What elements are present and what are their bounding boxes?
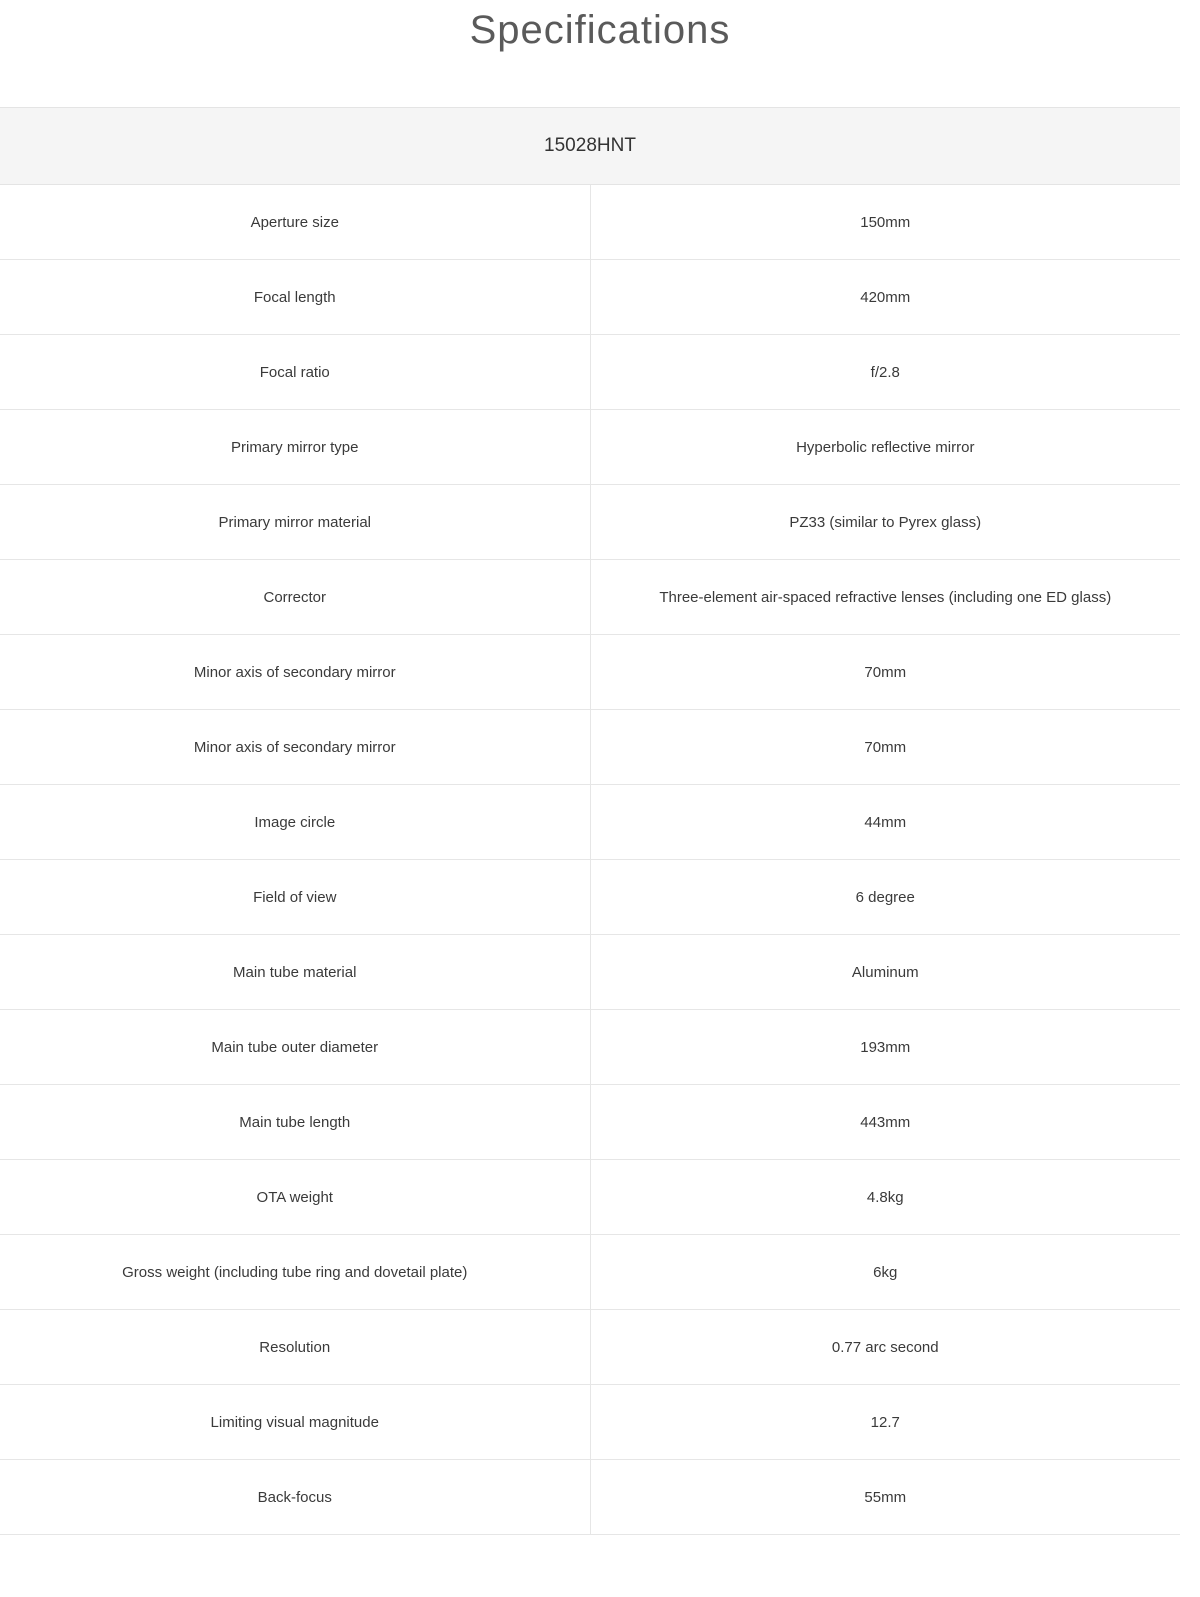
spec-value: 70mm xyxy=(590,635,1180,710)
spec-label: Primary mirror material xyxy=(0,485,590,560)
spec-value: 55mm xyxy=(590,1460,1180,1535)
table-row xyxy=(0,1235,1180,1310)
spec-label: Primary mirror type xyxy=(0,410,590,485)
table-row xyxy=(0,185,1180,260)
spec-value: 4.8kg xyxy=(590,1160,1180,1235)
spec-label: Focal length xyxy=(0,260,590,335)
table-header-row xyxy=(0,108,1180,185)
spec-label: Main tube outer diameter xyxy=(0,1010,590,1085)
spec-label: Aperture size xyxy=(0,185,590,260)
spec-value: 443mm xyxy=(590,1085,1180,1160)
spec-value: 150mm xyxy=(590,185,1180,260)
spec-value: 193mm xyxy=(590,1010,1180,1085)
table-row xyxy=(0,785,1180,860)
spec-value: PZ33 (similar to Pyrex glass) xyxy=(590,485,1180,560)
spec-value: 420mm xyxy=(590,260,1180,335)
table-row xyxy=(0,935,1180,1010)
specifications-table xyxy=(0,107,1180,1535)
spec-label: Minor axis of secondary mirror xyxy=(0,710,590,785)
spec-label: Resolution xyxy=(0,1310,590,1385)
page-title: Specifications xyxy=(469,8,731,52)
spec-label: Back-focus xyxy=(0,1460,590,1535)
table-row xyxy=(0,1085,1180,1160)
spec-label: Minor axis of secondary mirror xyxy=(0,635,590,710)
spec-value: 6 degree xyxy=(590,860,1180,935)
spec-label: Main tube material xyxy=(0,935,590,1010)
spec-label: Field of view xyxy=(0,860,590,935)
spec-value: Hyperbolic reflective mirror xyxy=(590,410,1180,485)
spec-value: 70mm xyxy=(590,710,1180,785)
table-row xyxy=(0,485,1180,560)
table-row xyxy=(0,710,1180,785)
table-row xyxy=(0,410,1180,485)
spec-value: Aluminum xyxy=(590,935,1180,1010)
table-row xyxy=(0,860,1180,935)
spec-value: 0.77 arc second xyxy=(590,1310,1180,1385)
spec-label: Main tube length xyxy=(0,1085,590,1160)
spec-label: Focal ratio xyxy=(0,335,590,410)
table-row xyxy=(0,1310,1180,1385)
table-row xyxy=(0,335,1180,410)
table-row xyxy=(0,635,1180,710)
table-row xyxy=(0,260,1180,335)
table-row xyxy=(0,1160,1180,1235)
spec-label: Image circle xyxy=(0,785,590,860)
spec-value: 6kg xyxy=(590,1235,1180,1310)
table-row xyxy=(0,1385,1180,1460)
spec-value: 44mm xyxy=(590,785,1180,860)
spec-value: 12.7 xyxy=(590,1385,1180,1460)
table-row xyxy=(0,1010,1180,1085)
spec-label: Limiting visual magnitude xyxy=(0,1385,590,1460)
spec-value: f/2.8 xyxy=(590,335,1180,410)
spec-label: OTA weight xyxy=(0,1160,590,1235)
table-row xyxy=(0,560,1180,635)
spec-label: Gross weight (including tube ring and dovetail plate) xyxy=(0,1235,590,1310)
spec-label: Corrector xyxy=(0,560,590,635)
table-row xyxy=(0,1460,1180,1535)
model-name: 15028HNT xyxy=(0,108,1180,185)
spec-value: Three-element air-spaced refractive lenses (including one ED glass) xyxy=(590,560,1180,635)
